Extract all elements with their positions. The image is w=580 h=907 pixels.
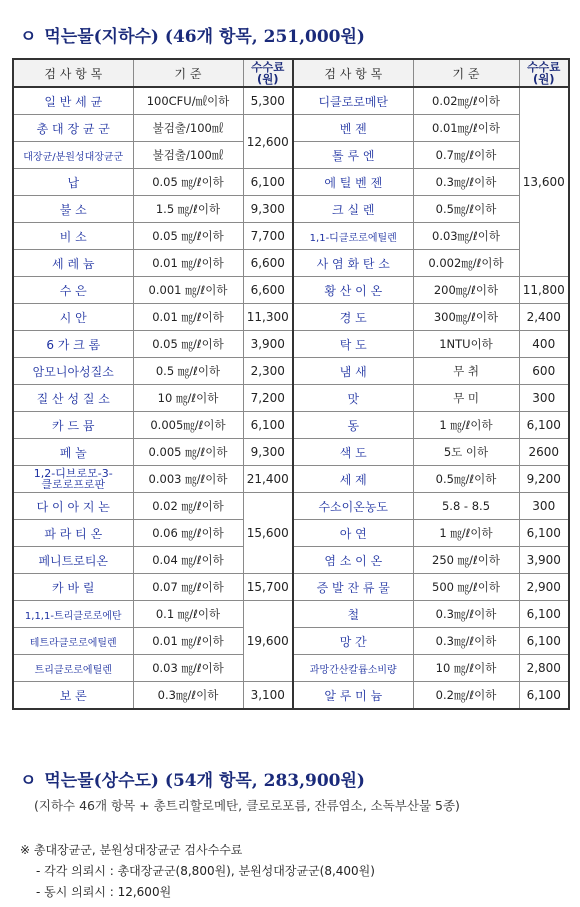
- test-standard: 0.01 ㎎/ℓ이하: [133, 304, 243, 331]
- header-item-right: 검 사 항 목: [293, 59, 413, 87]
- test-standard: 10 ㎎/ℓ이하: [413, 655, 519, 682]
- test-standard: 0.003 ㎎/ℓ이하: [133, 466, 243, 493]
- table-row: [13, 196, 569, 223]
- section-title-groundwater: [20, 22, 365, 47]
- test-standard: 250 ㎎/ℓ이하: [413, 547, 519, 574]
- test-fee: 6,100: [519, 520, 569, 547]
- test-item-name: 다 이 아 지 논: [13, 493, 133, 520]
- test-standard: 0.07 ㎎/ℓ이하: [133, 574, 243, 601]
- test-standard: 0.03 ㎎/ℓ이하: [133, 655, 243, 682]
- section-title-tapwater: [20, 766, 365, 791]
- fee-note-heading: ※ 총대장균군, 분원성대장균군 검사수수료: [20, 843, 243, 857]
- test-standard: 0.3㎎/ℓ이하: [413, 169, 519, 196]
- test-fee: 21,400: [243, 466, 293, 493]
- test-item-name: 세 제: [293, 466, 413, 493]
- table-row: [13, 169, 569, 196]
- test-item-name: 맛: [293, 385, 413, 412]
- test-item-name: 질 산 성 질 소: [13, 385, 133, 412]
- test-standard: 5.8 - 8.5: [413, 493, 519, 520]
- test-item-name: 페니트로티온: [13, 547, 133, 574]
- table-row: [13, 385, 569, 412]
- table-row: [13, 115, 569, 142]
- test-standard: 0.3㎎/ℓ이하: [133, 682, 243, 710]
- test-item-name: 일 반 세 균: [13, 87, 133, 115]
- test-fee: 3,100: [243, 682, 293, 710]
- tapwater-subnote: (지하수 46개 항목 + 총트리할로메탄, 클로로포름, 잔류염소, 소독부산물 5종): [34, 798, 460, 813]
- table-row: [13, 223, 569, 250]
- test-item-name: 디클로로메탄: [293, 87, 413, 115]
- test-item-name: 보 론: [13, 682, 133, 710]
- section-title-text: 먹는물(상수도) (54개 항목, 283,900원): [44, 771, 365, 791]
- test-fee: 3,900: [243, 331, 293, 358]
- test-standard: 0.5㎎/ℓ이하: [413, 196, 519, 223]
- table-header-row: [13, 59, 569, 87]
- test-standard: 0.05 ㎎/ℓ이하: [133, 223, 243, 250]
- test-fee: 12,600: [243, 115, 293, 169]
- test-item-name: 동: [293, 412, 413, 439]
- test-fee: 6,600: [243, 277, 293, 304]
- test-item-name: 트리클로로에틸렌: [13, 655, 133, 682]
- test-standard: 1 ㎎/ℓ이하: [413, 412, 519, 439]
- section-title-text: 먹는물(지하수) (46개 항목, 251,000원): [44, 27, 365, 47]
- test-item-name: 경 도: [293, 304, 413, 331]
- test-standard: 0.5 ㎎/ℓ이하: [133, 358, 243, 385]
- header-fee-right: 수수료 (원): [519, 59, 569, 87]
- test-item-name: 수 은: [13, 277, 133, 304]
- table-row: [13, 358, 569, 385]
- test-standard: 0.005㎎/ℓ이하: [133, 412, 243, 439]
- test-item-name: 1,2-디브로모-3- 클로로프로판: [13, 466, 133, 493]
- test-item-name: 6 가 크 롬: [13, 331, 133, 358]
- test-fee: 2,900: [519, 574, 569, 601]
- table-row: [13, 601, 569, 628]
- test-fee: 6,100: [519, 601, 569, 628]
- header-std-left: 기 준: [133, 59, 243, 87]
- test-fee: 6,100: [243, 412, 293, 439]
- table-row: [13, 412, 569, 439]
- test-standard: 0.02㎎/ℓ이하: [413, 87, 519, 115]
- test-item-name: 톨 루 엔: [293, 142, 413, 169]
- test-standard: 0.005 ㎎/ℓ이하: [133, 439, 243, 466]
- test-standard: 0.06 ㎎/ℓ이하: [133, 520, 243, 547]
- test-standard: 300㎎/ℓ이하: [413, 304, 519, 331]
- test-standard: 무 취: [413, 358, 519, 385]
- test-standard: 불검출/100㎖: [133, 115, 243, 142]
- test-item-name: 암모니아성질소: [13, 358, 133, 385]
- table-row: [13, 277, 569, 304]
- test-standard: 0.7㎎/ℓ이하: [413, 142, 519, 169]
- test-standard: 0.3㎎/ℓ이하: [413, 601, 519, 628]
- test-standard: 0.02 ㎎/ℓ이하: [133, 493, 243, 520]
- test-fee: 7,700: [243, 223, 293, 250]
- test-standard: 0.001 ㎎/ℓ이하: [133, 277, 243, 304]
- test-standard: 0.03㎎/ℓ이하: [413, 223, 519, 250]
- table-row: [13, 439, 569, 466]
- fee-note-line: - 동시 의뢰시 : 12,600원: [36, 885, 172, 899]
- test-item-name: 에 틸 벤 젠: [293, 169, 413, 196]
- test-item-name: 시 안: [13, 304, 133, 331]
- test-standard: 0.5㎎/ℓ이하: [413, 466, 519, 493]
- test-item-name: 색 도: [293, 439, 413, 466]
- test-item-name: 카 바 릴: [13, 574, 133, 601]
- test-standard: 500 ㎎/ℓ이하: [413, 574, 519, 601]
- test-standard: 5도 이하: [413, 439, 519, 466]
- circle-bullet-icon: ㅇ: [20, 771, 37, 791]
- header-item-left: 검 사 항 목: [13, 59, 133, 87]
- table-row: [13, 250, 569, 277]
- test-item-name: 페 놀: [13, 439, 133, 466]
- test-standard: 10 ㎎/ℓ이하: [133, 385, 243, 412]
- test-item-name: 불 소: [13, 196, 133, 223]
- test-item-name: 알 루 미 늄: [293, 682, 413, 710]
- test-item-name: 수소이온농도: [293, 493, 413, 520]
- test-fee: 2,300: [243, 358, 293, 385]
- test-fee: 9,300: [243, 196, 293, 223]
- test-fee: 15,700: [243, 574, 293, 601]
- test-item-name: 냄 새: [293, 358, 413, 385]
- test-fee: 5,300: [243, 87, 293, 115]
- test-item-name: 과망간산칼륨소비량: [293, 655, 413, 682]
- test-item-name: 비 소: [13, 223, 133, 250]
- test-item-name: 카 드 뮴: [13, 412, 133, 439]
- test-item-name: 대장균/분원성대장균군: [13, 142, 133, 169]
- test-fee: 2600: [519, 439, 569, 466]
- test-item-name: 황 산 이 온: [293, 277, 413, 304]
- test-standard: 0.01 ㎎/ℓ이하: [133, 628, 243, 655]
- test-standard: 0.04 ㎎/ℓ이하: [133, 547, 243, 574]
- table-row: [13, 331, 569, 358]
- table-row: [13, 682, 569, 710]
- test-item-name: 파 라 티 온: [13, 520, 133, 547]
- test-fee: 11,300: [243, 304, 293, 331]
- test-fee: 6,100: [243, 169, 293, 196]
- test-fee: 13,600: [519, 87, 569, 277]
- test-fee: 6,100: [519, 628, 569, 655]
- test-fee: 9,300: [243, 439, 293, 466]
- fee-note-line: - 각각 의뢰시 : 총대장균군(8,800원), 분원성대장균군(8,400원): [36, 864, 375, 878]
- test-fee: 6,100: [519, 412, 569, 439]
- test-standard: 0.05 ㎎/ℓ이하: [133, 331, 243, 358]
- test-standard: 100CFU/㎖이하: [133, 87, 243, 115]
- test-item-name: 염 소 이 온: [293, 547, 413, 574]
- test-fee: 2,400: [519, 304, 569, 331]
- test-item-name: 벤 젠: [293, 115, 413, 142]
- test-fee-table: [12, 58, 570, 710]
- test-item-name: 탁 도: [293, 331, 413, 358]
- test-item-name: 망 간: [293, 628, 413, 655]
- test-standard: 0.1 ㎎/ℓ이하: [133, 601, 243, 628]
- test-fee: 6,600: [243, 250, 293, 277]
- test-item-name: 증 발 잔 류 물: [293, 574, 413, 601]
- table-row: [13, 574, 569, 601]
- test-fee: 11,800: [519, 277, 569, 304]
- test-item-name: 사 염 화 탄 소: [293, 250, 413, 277]
- test-item-name: 아 연: [293, 520, 413, 547]
- test-fee: 3,900: [519, 547, 569, 574]
- test-item-name: 납: [13, 169, 133, 196]
- test-fee: 300: [519, 493, 569, 520]
- test-item-name: 크 실 렌: [293, 196, 413, 223]
- test-fee: 600: [519, 358, 569, 385]
- test-fee: 2,800: [519, 655, 569, 682]
- test-standard: 0.3㎎/ℓ이하: [413, 628, 519, 655]
- table-row: [13, 304, 569, 331]
- test-item-name: 테트라클로로에틸렌: [13, 628, 133, 655]
- test-fee: 19,600: [243, 601, 293, 682]
- circle-bullet-icon: ㅇ: [20, 27, 37, 47]
- table-row: [13, 466, 569, 493]
- test-fee: 7,200: [243, 385, 293, 412]
- test-fee: 9,200: [519, 466, 569, 493]
- test-standard: 200㎎/ℓ이하: [413, 277, 519, 304]
- test-standard: 0.01㎎/ℓ이하: [413, 115, 519, 142]
- header-fee-left: 수수료 (원): [243, 59, 293, 87]
- test-standard: 0.01 ㎎/ℓ이하: [133, 250, 243, 277]
- test-standard: 1NTU이하: [413, 331, 519, 358]
- test-standard: 0.05 ㎎/ℓ이하: [133, 169, 243, 196]
- test-standard: 0.002㎎/ℓ이하: [413, 250, 519, 277]
- test-fee: 300: [519, 385, 569, 412]
- test-item-name: 철: [293, 601, 413, 628]
- table-row: [13, 493, 569, 520]
- header-std-right: 기 준: [413, 59, 519, 87]
- test-standard: 무 미: [413, 385, 519, 412]
- table-row: [13, 87, 569, 115]
- test-item-name: 세 레 늄: [13, 250, 133, 277]
- test-item-name: 1,1-디클로로에틸렌: [293, 223, 413, 250]
- test-standard: 1 ㎎/ℓ이하: [413, 520, 519, 547]
- test-fee: 6,100: [519, 682, 569, 710]
- test-standard: 불검출/100㎖: [133, 142, 243, 169]
- test-standard: 1.5 ㎎/ℓ이하: [133, 196, 243, 223]
- test-fee: 400: [519, 331, 569, 358]
- test-fee: 15,600: [243, 493, 293, 574]
- test-item-name: 1,1,1-트리클로로에탄: [13, 601, 133, 628]
- test-item-name: 총 대 장 균 군: [13, 115, 133, 142]
- test-standard: 0.2㎎/ℓ이하: [413, 682, 519, 710]
